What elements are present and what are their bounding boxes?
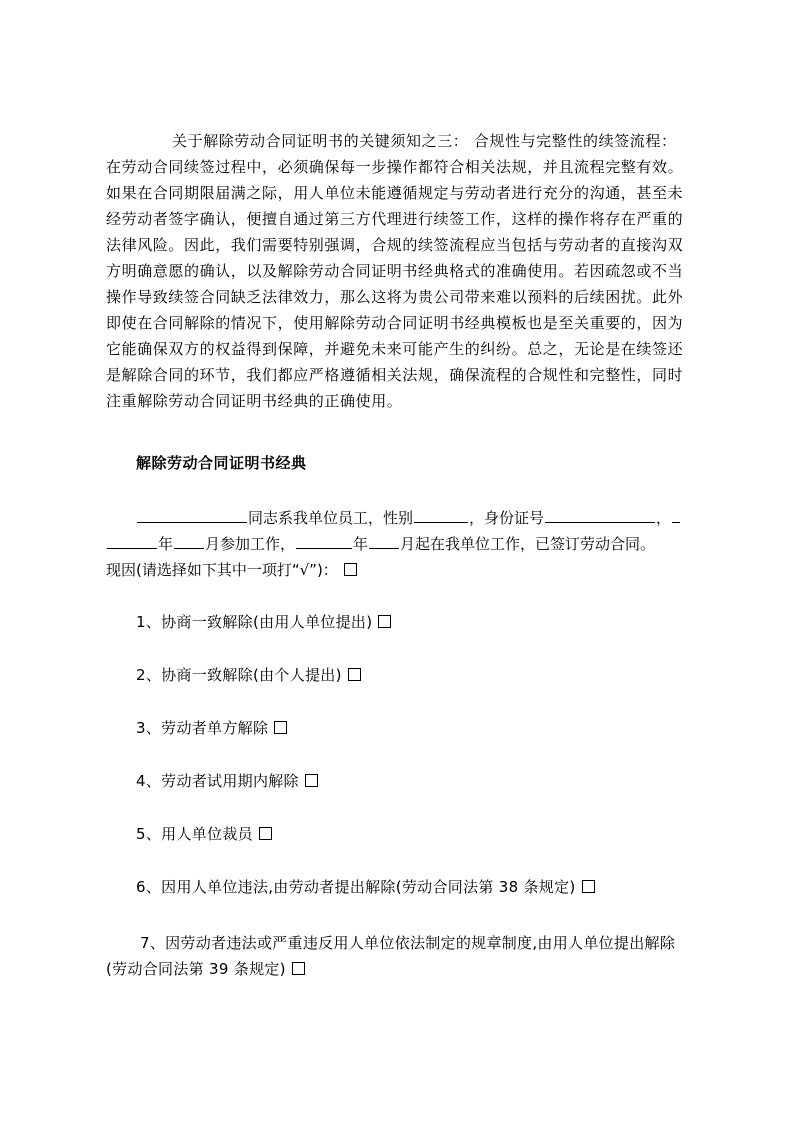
intro-line: 如果在合同期限届满之际，用人单位未能遵循规定与劳动者进行充分的沟通，甚至未 <box>106 184 684 202</box>
start-year-blank[interactable] <box>107 532 157 549</box>
form-line-3 <box>106 557 706 583</box>
option-label: 1、协商一致解除(由用人单位提出) <box>136 613 373 631</box>
checkbox-icon[interactable] <box>582 880 595 893</box>
name-blank[interactable] <box>137 506 247 523</box>
option-item-continued <box>106 958 305 979</box>
form-text: 年 <box>353 535 369 553</box>
checkbox-icon[interactable] <box>274 721 287 734</box>
intro-line: 法律风险。因此，我们需要特别强调，合规的续签流程应当包括与劳动者的直接沟双 <box>106 236 684 254</box>
checkbox-icon[interactable] <box>378 615 391 628</box>
checkbox-icon[interactable] <box>259 827 272 840</box>
option-label: 4、劳动者试用期内解除 <box>136 772 299 790</box>
form-text: 月起在我单位工作，已签订劳动合同。 <box>400 535 656 553</box>
start-month-blank[interactable] <box>174 532 204 549</box>
intro-line: 关于解除劳动合同证明书的关键须知之三： 合规性与完整性的续签流程： <box>172 132 677 150</box>
intro-line: 即使在合同解除的情况下，使用解除劳动合同证明书经典模板也是至关重要的，因为 <box>106 314 684 332</box>
option-label: 2、协商一致解除(由个人提出) <box>136 666 342 684</box>
certificate-form-paragraph <box>106 505 706 583</box>
checkbox-icon[interactable] <box>292 962 305 975</box>
option-label: 6、因用人单位违法,由劳动者提出解除(劳动合同法第 38 条规定) <box>136 878 576 896</box>
intro-paragraph <box>106 128 698 414</box>
option-label: 7、因劳动者违法或严重违反用人单位依法制定的规章制度,由用人单位提出解除 <box>140 934 676 952</box>
option-label: 5、用人单位裁员 <box>136 825 253 843</box>
start-year-blank-part[interactable] <box>672 506 680 523</box>
form-text: 现因(请选择如下其中一项打“√”)： <box>106 561 338 579</box>
intro-line: 它能确保双方的权益得到保障，并避免未来可能产生的纠纷。总之，无论是在续签还 <box>106 340 684 358</box>
option-item <box>136 823 272 844</box>
option-label: 3、劳动者单方解除 <box>136 719 269 737</box>
option-item <box>140 932 675 953</box>
checkbox-icon[interactable] <box>344 563 357 576</box>
option-item <box>136 717 287 738</box>
checkbox-icon[interactable] <box>348 668 361 681</box>
form-text: ， <box>656 509 672 527</box>
intro-line: 注重解除劳动合同证明书经典的正确使用。 <box>106 392 403 410</box>
option-item <box>136 611 391 632</box>
document-title: 解除劳动合同证明书经典 <box>136 454 307 472</box>
form-text: 同志系我单位员工，性别 <box>248 509 414 527</box>
intro-line: 方明确意愿的确认，以及解除劳动合同证明书经典格式的准确使用。若因疏忽或不当 <box>106 262 684 280</box>
form-line-2 <box>106 531 706 557</box>
intro-line: 操作导致续签合同缺乏法律效力，那么这将为贵公司带来难以预料的后续困扰。此外 <box>106 288 684 306</box>
option-item <box>136 664 361 685</box>
intro-line: 在劳动合同续签过程中，必须确保每一步操作都符合相关法规，并且流程完整有效。 <box>106 158 684 176</box>
checkbox-icon[interactable] <box>305 774 318 787</box>
id-number-blank[interactable] <box>545 506 655 523</box>
form-text: ，身份证号 <box>469 509 545 527</box>
intro-line: 是解除合同的环节，我们都应严格遵循相关法规，确保流程的合规性和完整性，同时 <box>106 366 684 384</box>
form-text: 年 <box>158 535 174 553</box>
form-text: 月参加工作， <box>205 535 296 553</box>
option-item <box>136 876 595 897</box>
gender-blank[interactable] <box>414 506 468 523</box>
join-year-blank[interactable] <box>296 532 352 549</box>
form-line-1 <box>106 505 706 531</box>
option-label: (劳动合同法第 39 条规定) <box>106 960 286 978</box>
option-item <box>136 770 318 791</box>
intro-line: 经劳动者签字确认，便擅自通过第三方代理进行续签工作，这样的操作将存在严重的 <box>106 210 684 228</box>
join-month-blank[interactable] <box>369 532 399 549</box>
